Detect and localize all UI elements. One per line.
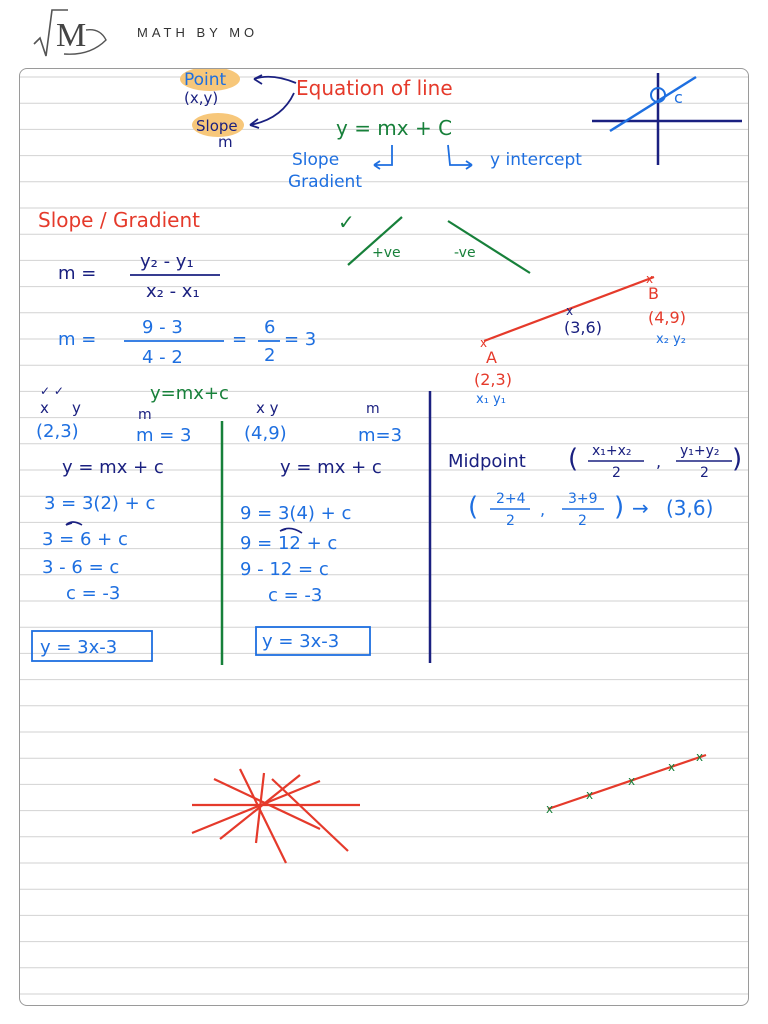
- svg-text:x: x: [628, 774, 636, 788]
- midpoint-mark: x: [566, 304, 574, 318]
- formula-comma: ,: [656, 452, 662, 471]
- svg-text:x: x: [546, 802, 554, 816]
- header-y: y: [72, 399, 81, 417]
- col2-line1: y = mx + c: [280, 457, 382, 478]
- arrow-to-slope: [250, 93, 294, 128]
- math-by-mo-logo: [30, 6, 110, 60]
- slope-section-title: Slope / Gradient: [38, 208, 200, 232]
- calc-denominator: 4 - 2: [142, 347, 183, 368]
- label-b: B: [648, 284, 659, 303]
- collinear-line: [548, 755, 706, 809]
- point-b-mark: x: [646, 272, 654, 286]
- formula1-den: 2: [612, 465, 621, 481]
- col1-line3: 3 = 6 + c: [42, 529, 128, 550]
- answer-two: y = 3x-3: [262, 631, 340, 652]
- col2-line3: 9 = 12 + c: [240, 533, 338, 554]
- sub1-num: 2+4: [496, 491, 526, 507]
- col2-line5: c = -3: [268, 585, 323, 606]
- point-two: (4,9): [244, 423, 287, 444]
- check-ticks: ✓ ✓: [40, 384, 64, 398]
- col2-line4: 9 - 12 = c: [240, 559, 329, 580]
- midpoint-result: (3,6): [666, 496, 714, 520]
- brand-name: MATH BY MO: [137, 25, 259, 40]
- m-value-one: m = 3: [136, 425, 192, 446]
- positive-label: +ve: [372, 245, 401, 261]
- slope-arrow: [374, 145, 392, 169]
- check-mark: ✓: [338, 210, 355, 234]
- equation-title: Equation of line: [296, 76, 453, 100]
- slope-label: Slope: [196, 117, 238, 135]
- label-a: A: [486, 348, 497, 367]
- sub-b: x₂ y₂: [656, 332, 686, 347]
- point-label: Point: [184, 70, 227, 90]
- svg-text:x: x: [586, 788, 594, 802]
- general-equation: y=mx+c: [150, 383, 229, 404]
- sub2-den: 2: [578, 513, 587, 529]
- label-mid: (3,6): [564, 318, 602, 337]
- header-x: x: [40, 399, 49, 417]
- midpoint-label: Midpoint: [448, 451, 526, 472]
- col2-line2: 9 = 3(4) + c: [240, 503, 352, 524]
- arrow-to-point: [254, 75, 296, 84]
- coords-b: (4,9): [648, 308, 686, 327]
- midpoint-paren-open: (: [568, 444, 579, 474]
- m-header-one: m: [138, 407, 152, 423]
- col1-line5: c = -3: [66, 583, 121, 604]
- gradient-word: Gradient: [288, 172, 362, 192]
- axis-c-label: c: [674, 88, 683, 107]
- point-a-mark: x: [480, 336, 488, 350]
- svg-text:x: x: [668, 760, 676, 774]
- equation: y = mx + C: [336, 116, 453, 140]
- calc-equals: =: [232, 329, 248, 350]
- header-xy-two: x y: [256, 399, 279, 417]
- col1-line1: y = mx + c: [62, 457, 164, 478]
- calc-result: = 3: [284, 329, 317, 350]
- col1-line2: 3 = 3(2) + c: [44, 493, 156, 514]
- star-of-lines: [192, 769, 360, 863]
- sketch-line: [610, 77, 696, 131]
- handwritten-notes: [20, 69, 748, 1005]
- negative-label: -ve: [454, 245, 476, 261]
- calc-fraction-num: 6: [264, 317, 276, 338]
- sub-paren-open: (: [468, 492, 479, 522]
- result-arrow: →: [632, 496, 649, 520]
- logo-letter: M: [56, 17, 87, 54]
- col1-line4: 3 - 6 = c: [42, 557, 120, 578]
- calc-lhs: m =: [58, 329, 97, 350]
- formula-denominator: x₂ - x₁: [146, 281, 200, 302]
- m-header-two: m: [366, 401, 380, 417]
- point-coords: (x,y): [184, 89, 219, 107]
- midpoint-paren-close: ): [732, 444, 743, 474]
- formula-numerator: y₂ - y₁: [140, 251, 194, 272]
- sub1-den: 2: [506, 513, 515, 529]
- answer-one: y = 3x-3: [40, 637, 118, 658]
- formula2-num: y₁+y₂: [680, 443, 720, 459]
- coords-a: (2,3): [474, 370, 512, 389]
- calc-fraction-den: 2: [264, 345, 276, 366]
- notebook-page: [19, 68, 749, 1006]
- formula2-den: 2: [700, 465, 709, 481]
- slope-symbol: m: [218, 133, 233, 151]
- intercept-word: y intercept: [490, 150, 582, 170]
- header: [0, 0, 768, 66]
- svg-text:x: x: [696, 750, 704, 764]
- point-one: (2,3): [36, 421, 79, 442]
- sub2-num: 3+9: [568, 491, 598, 507]
- sub-comma: ,: [540, 500, 546, 519]
- sub-paren-close: ): [614, 492, 625, 522]
- slope-word: Slope: [292, 150, 340, 170]
- sub-a: x₁ y₁: [476, 392, 506, 407]
- m-value-two: m=3: [358, 425, 403, 446]
- intercept-arrow: [448, 145, 472, 169]
- formula1-num: x₁+x₂: [592, 443, 632, 459]
- formula-lhs: m =: [58, 263, 97, 284]
- calc-numerator: 9 - 3: [142, 317, 183, 338]
